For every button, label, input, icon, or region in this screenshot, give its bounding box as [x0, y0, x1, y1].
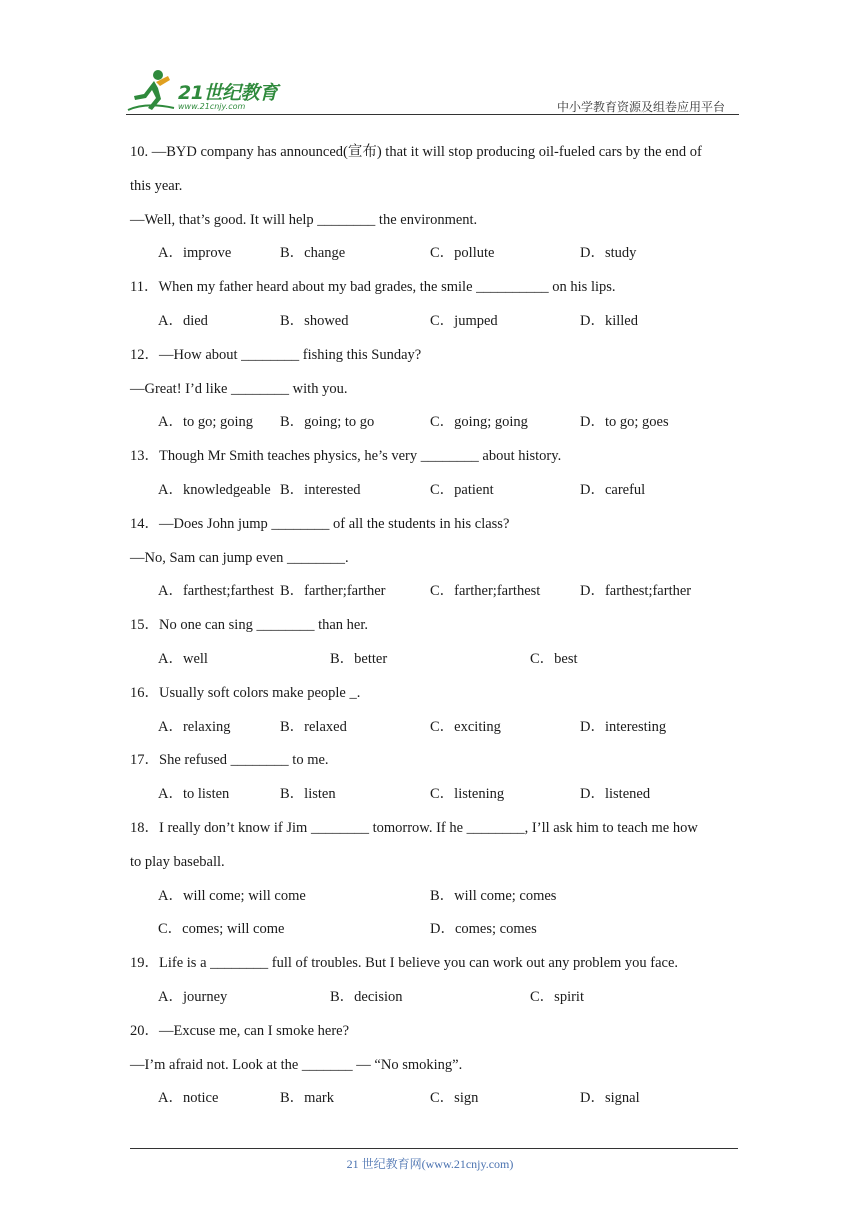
question-20-reply: —I’m afraid not. Look at the _______ — “No smoking”. [130, 1056, 463, 1073]
question-20-options [130, 1082, 742, 1116]
question-11-stem: 11．When my father heard about my bad grades, the smile __________ on his lips. [130, 279, 616, 296]
question-20-stem: 20．—Excuse me, can I smoke here? [130, 1022, 350, 1039]
option-c[interactable]: C．sign [430, 1090, 479, 1107]
option-d[interactable]: D．careful [580, 481, 646, 498]
option-a[interactable]: A．will come; will come [158, 887, 306, 904]
question-19-options [130, 981, 742, 1015]
header-divider [126, 114, 739, 115]
question-list [130, 136, 742, 1116]
question-10-reply: —Well, that’s good. It will help ________ the environment. [130, 211, 478, 228]
option-d[interactable]: D．killed [580, 312, 638, 329]
question-17-stem: 17．She refused ________ to me. [130, 752, 329, 769]
question-10-stem: 10. —BYD company has announced(宣布) that it will stop producing oil-fueled cars by the end of [130, 144, 702, 160]
option-a[interactable]: A．journey [158, 988, 228, 1005]
question-13-options [130, 474, 742, 508]
option-c[interactable]: C．patient [430, 481, 494, 498]
option-c[interactable]: C．jumped [430, 312, 498, 329]
question-17-options [130, 778, 742, 812]
option-b[interactable]: B．change [280, 245, 346, 262]
option-a[interactable]: A．relaxing [158, 718, 231, 735]
question-18-stem: 18．I really don’t know if Jim ________ tomorrow. If he ________, I’ll ask him to teach me how [130, 819, 698, 836]
question-10-stem-cont: this year. [130, 177, 183, 194]
header-platform-label: 中小学教育资源及组卷应用平台 [556, 100, 725, 114]
runner-logo-icon [126, 66, 178, 116]
question-14-stem: 14．—Does John jump ________ of all the students in his class? [130, 515, 510, 532]
option-d[interactable]: D．listened [580, 786, 651, 803]
option-b[interactable]: B．going; to go [280, 414, 375, 431]
question-15-options [130, 643, 742, 677]
option-c[interactable]: C．exciting [430, 718, 501, 735]
option-b[interactable]: B．will come; comes [430, 887, 557, 904]
option-c[interactable]: C．spirit [530, 988, 584, 1005]
question-16-options [130, 711, 742, 745]
question-19-stem: 19．Life is a ________ full of troubles. But I believe you can work out any problem you face. [130, 955, 679, 972]
option-b[interactable]: B．better [330, 650, 388, 667]
logo-url: www.21cnjy.com [178, 102, 246, 111]
option-b[interactable]: B．decision [330, 988, 403, 1005]
option-a[interactable]: A．improve [158, 245, 232, 262]
footer-divider [130, 1148, 738, 1149]
option-b[interactable]: B．relaxed [280, 718, 347, 735]
option-b[interactable]: B．interested [280, 481, 361, 498]
question-18-options-row1 [130, 880, 742, 914]
option-c[interactable]: C．comes; will come [158, 921, 285, 938]
option-a[interactable]: A．farthest;farthest [158, 583, 274, 600]
question-15-stem: 15．No one can sing ________ than her. [130, 617, 369, 634]
option-c[interactable]: C．farther;farthest [430, 583, 541, 600]
question-10-options [130, 237, 742, 271]
question-13-stem: 13．Though Mr Smith teaches physics, he’s very ________ about history. [130, 448, 562, 465]
option-b[interactable]: B．showed [280, 312, 349, 329]
question-14-reply: —No, Sam can jump even ________. [130, 549, 349, 566]
option-d[interactable]: D．comes; comes [430, 921, 537, 938]
option-d[interactable]: D．study [580, 245, 637, 262]
option-a[interactable]: A．knowledgeable [158, 481, 271, 498]
option-c[interactable]: C．pollute [430, 245, 495, 262]
option-c[interactable]: C．going; going [430, 414, 528, 431]
option-a[interactable]: A．to listen [158, 786, 230, 803]
footer-link[interactable]: 21 世纪教育网(www.21cnjy.com) [346, 1157, 514, 1171]
option-c[interactable]: C．listening [430, 786, 505, 803]
option-a[interactable]: A．notice [158, 1090, 219, 1107]
option-d[interactable]: D．interesting [580, 718, 667, 735]
option-d[interactable]: D．signal [580, 1090, 640, 1107]
question-14-options [130, 575, 742, 609]
option-d[interactable]: D．to go; goes [580, 414, 669, 431]
option-c[interactable]: C．best [530, 650, 578, 667]
question-12-options [130, 406, 742, 440]
page-header [126, 66, 739, 116]
option-a[interactable]: A．to go; going [158, 414, 254, 431]
option-d[interactable]: D．farthest;farther [580, 583, 692, 600]
logo-text: 21世纪教育 [178, 82, 278, 104]
option-b[interactable]: B．listen [280, 786, 336, 803]
question-12-stem: 12．—How about ________ fishing this Sunday? [130, 346, 422, 363]
question-18-stem-cont: to play baseball. [130, 853, 225, 870]
question-16-stem: 16．Usually soft colors make people _. [130, 684, 361, 701]
option-a[interactable]: A．well [158, 650, 208, 667]
option-a[interactable]: A．died [158, 312, 208, 329]
option-b[interactable]: B．mark [280, 1090, 334, 1107]
logo [126, 66, 296, 116]
question-11-options [130, 305, 742, 339]
option-b[interactable]: B．farther;farther [280, 583, 386, 600]
question-12-reply: —Great! I’d like ________ with you. [130, 380, 348, 397]
question-18-options-row2 [130, 913, 742, 947]
